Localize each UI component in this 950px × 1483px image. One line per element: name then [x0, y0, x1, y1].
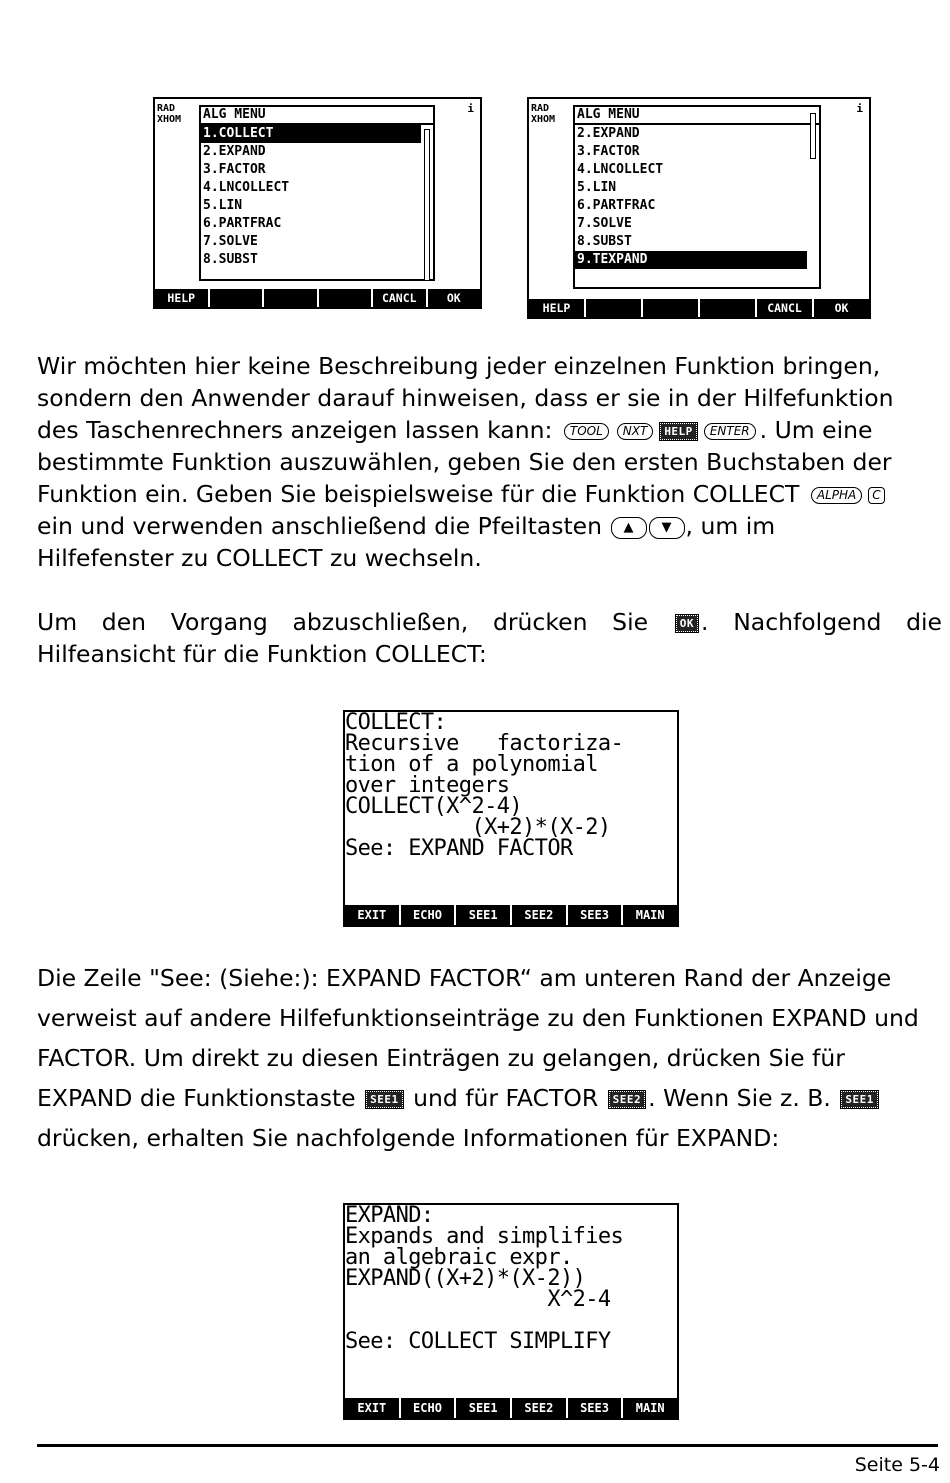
menu-item[interactable]: 5.LIN — [577, 180, 617, 195]
softkey-bar — [345, 1398, 677, 1418]
help-line: tion of a polynomial — [345, 752, 598, 777]
text: . Nachfolgend die Hilfeansicht für die Funktion COLLECT: — [37, 608, 942, 668]
softkey-bar — [155, 289, 480, 307]
menu-title: ALG MENU — [201, 107, 433, 125]
status-indicator — [157, 103, 181, 125]
see2-softkey[interactable]: SEE2 — [609, 1091, 646, 1108]
tool-key[interactable]: TOOL — [564, 423, 609, 440]
help-softkey[interactable]: HELP — [660, 423, 697, 440]
menu-item[interactable]: 7.SOLVE — [577, 216, 632, 231]
softkey[interactable]: MAIN — [635, 908, 665, 922]
menu-title: ALG MENU — [575, 107, 819, 125]
softkey[interactable]: EXIT — [345, 905, 401, 925]
menu-item[interactable]: 5.LIN — [203, 198, 243, 213]
status-indicator — [531, 103, 555, 125]
help-text — [345, 1205, 677, 1352]
help-line: over integers — [345, 773, 510, 798]
alg-menu-box — [199, 105, 435, 281]
softkey[interactable]: SEE2 — [512, 905, 568, 925]
softkey[interactable]: SEE2 — [512, 1398, 568, 1418]
softkey[interactable]: SEE3 — [568, 905, 624, 925]
help-screen-expand — [343, 1203, 679, 1420]
softkey[interactable]: OK — [446, 291, 461, 305]
enter-key[interactable]: ENTER — [704, 423, 756, 440]
softkey-bar — [529, 299, 869, 317]
text: Die Zeile "See: (Siehe:): EXPAND FACTOR“ am unteren Rand der Anzeige verweist auf andere Hilfefunktionseinträge zu den Funktionen EXPAND und FACTOR. Um direkt zu diesen Einträgen zu gelangen, drücken Sie für EXPAND die Funktionstaste — [37, 964, 919, 1112]
softkey[interactable] — [700, 299, 757, 317]
softkey[interactable]: OK — [834, 301, 849, 315]
help-line: Recursive factoriza- — [345, 731, 624, 756]
softkey[interactable] — [586, 299, 643, 317]
info-marker: i — [856, 102, 863, 115]
help-line — [345, 1310, 677, 1331]
softkey[interactable] — [210, 289, 265, 307]
softkey-bar — [345, 905, 677, 925]
status-dir: XHOM — [157, 114, 182, 125]
ok-softkey[interactable]: OK — [676, 615, 698, 632]
help-line: EXPAND: — [345, 1203, 434, 1228]
softkey[interactable]: HELP — [529, 299, 586, 317]
up-arrow-key[interactable]: ▲ — [611, 517, 647, 539]
see1-softkey[interactable]: SEE1 — [841, 1091, 878, 1108]
help-screen-collect — [343, 710, 679, 927]
help-line: X^2-4 — [345, 1287, 611, 1312]
menu-item[interactable]: 4.LNCOLLECT — [577, 162, 664, 177]
down-arrow-key[interactable]: ▼ — [649, 517, 685, 539]
menu-item[interactable]: 3.FACTOR — [577, 144, 640, 159]
help-line: COLLECT(X^2-4) — [345, 794, 523, 819]
calc-screen-alg-menu-left — [153, 97, 482, 309]
menu-item[interactable]: 2.EXPAND — [203, 144, 266, 159]
scrollbar[interactable] — [424, 129, 430, 281]
softkey[interactable]: ECHO — [401, 1398, 457, 1418]
menu-item[interactable]: 8.SUBST — [577, 234, 632, 249]
help-line: (X+2)*(X-2) — [345, 815, 611, 840]
menu-item[interactable]: 6.PARTFRAC — [577, 198, 656, 213]
text: drücken, erhalten Sie nachfolgende Informationen für EXPAND: — [37, 1124, 780, 1152]
paragraph-help-intro — [37, 350, 917, 574]
page-number: Seite 5-4 — [854, 1454, 940, 1476]
footer-rule — [37, 1444, 938, 1447]
menu-item[interactable]: 8.SUBST — [203, 252, 258, 267]
text: Wir möchten hier keine Beschreibung jeder einzelnen Funktion bringen, sondern den Anwender darauf hinweisen, dass er sie in der Hilfefunktion des Taschenrechners anzeigen lassen kann: — [37, 352, 894, 444]
menu-item[interactable]: 7.SOLVE — [203, 234, 258, 249]
paragraph-see-explain — [37, 958, 942, 1158]
menu-item[interactable]: 9.TEXPAND — [575, 251, 807, 269]
softkey[interactable]: ECHO — [401, 905, 457, 925]
text: ein und verwenden anschließend die Pfeiltasten — [37, 512, 610, 540]
c-key[interactable]: C — [868, 487, 884, 504]
text: . Um eine bestimmte Funktion auszuwählen, geben Sie den ersten Buchstaben der Funktion ein. Geben Sie beispielsweise für die Funktion COLLECT — [37, 416, 892, 508]
help-line: See: EXPAND FACTOR — [345, 836, 573, 861]
nxt-key[interactable]: NXT — [617, 423, 654, 440]
scrollbar[interactable] — [810, 113, 816, 159]
see1-softkey[interactable]: SEE1 — [366, 1091, 403, 1108]
help-line: EXPAND((X+2)*(X-2)) — [345, 1266, 586, 1291]
softkey[interactable] — [643, 299, 700, 317]
softkey[interactable] — [319, 289, 374, 307]
status-angle: RAD — [531, 103, 550, 114]
info-marker: i — [467, 102, 474, 115]
text: Um den Vorgang abzuschließen, drücken Sie — [37, 608, 673, 636]
alg-menu-box — [573, 105, 821, 289]
softkey[interactable] — [264, 289, 319, 307]
softkey[interactable]: SEE1 — [456, 905, 512, 925]
help-line: COLLECT: — [345, 710, 447, 735]
calc-screen-alg-menu-right — [527, 97, 871, 319]
softkey[interactable]: CANCL — [757, 299, 814, 317]
softkey[interactable]: EXIT — [345, 1398, 401, 1418]
paragraph-ok — [37, 606, 942, 670]
status-dir: XHOM — [531, 114, 556, 125]
menu-item[interactable]: 4.LNCOLLECT — [203, 180, 290, 195]
help-line: Expands and simplifies — [345, 1224, 624, 1249]
help-line: an algebraic expr. — [345, 1245, 573, 1270]
help-line: See: COLLECT SIMPLIFY — [345, 1329, 611, 1354]
menu-item[interactable]: 3.FACTOR — [203, 162, 266, 177]
alpha-key[interactable]: ALPHA — [811, 487, 862, 504]
softkey[interactable]: SEE3 — [568, 1398, 624, 1418]
menu-item[interactable]: 6.PARTFRAC — [203, 216, 282, 231]
softkey[interactable]: HELP — [155, 289, 210, 307]
text: , um im Hilfefenster zu COLLECT zu wechseln. — [37, 512, 776, 572]
menu-item[interactable]: 2.EXPAND — [577, 126, 640, 141]
text: . Wenn Sie z. B. — [648, 1084, 839, 1112]
menu-item[interactable]: 1.COLLECT — [201, 125, 421, 143]
softkey[interactable]: CANCL — [373, 289, 428, 307]
text: und für FACTOR — [405, 1084, 606, 1112]
softkey[interactable]: MAIN — [635, 1401, 665, 1415]
status-angle: RAD — [157, 103, 176, 114]
help-text — [345, 712, 677, 859]
softkey[interactable]: SEE1 — [456, 1398, 512, 1418]
